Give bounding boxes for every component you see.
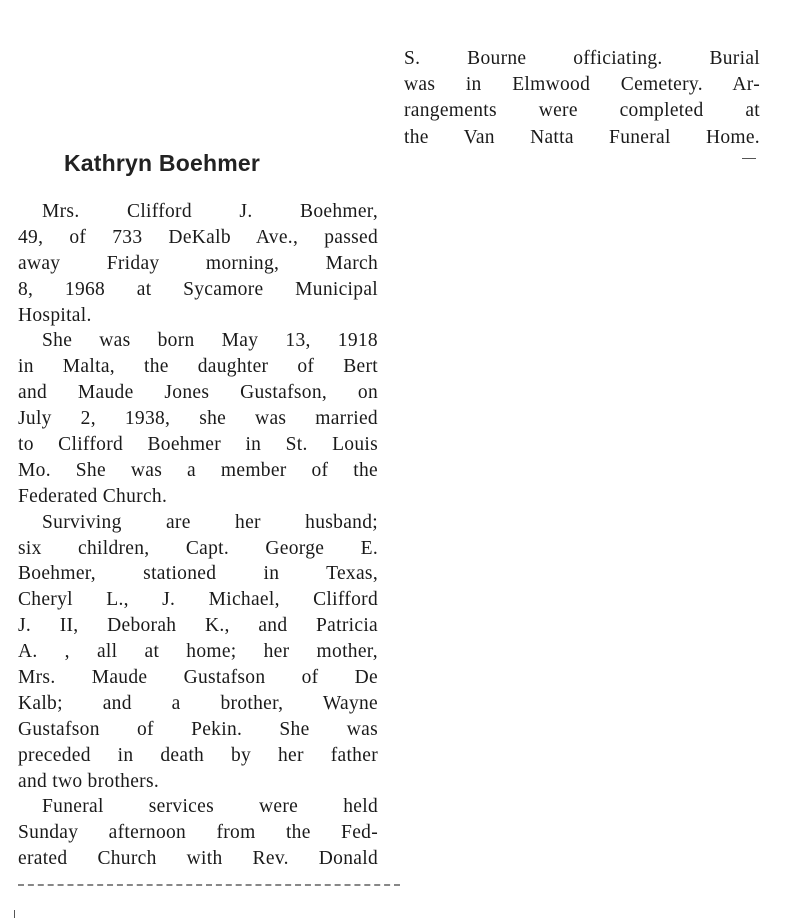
body-line: and two brothers. — [18, 770, 160, 792]
body-line: She was born May 13, 1918 — [42, 330, 378, 352]
body-line: Surviving are her husband; — [42, 511, 378, 533]
body-line: to Clifford Boehmer in St. Louis — [18, 434, 378, 456]
continuation-line: was in Elmwood Cemetery. Ar- — [404, 74, 760, 96]
body-line: Mrs. Maude Gustafson of De — [18, 667, 378, 689]
body-line: Federated Church. — [18, 485, 168, 507]
body-line: Mo. She was a member of the — [18, 459, 378, 481]
body-line: six children, Capt. George E. — [18, 537, 378, 559]
body-line: July 2, 1938, she was married — [18, 408, 378, 430]
clipping-bottom-rule — [18, 884, 400, 886]
body-line: and Maude Jones Gustafson, on — [18, 382, 378, 404]
body-line: 49, of 733 DeKalb Ave., passed — [18, 226, 378, 248]
body-line: Mrs. Clifford J. Boehmer, — [42, 201, 378, 222]
body-line: away Friday morning, March — [18, 252, 378, 274]
body-line: 8, 1968 at Sycamore Municipal — [18, 278, 378, 300]
body-line: erated Church with Rev. Donald — [18, 848, 378, 870]
continuation-column — [404, 46, 760, 151]
continuation-line: the Van Natta Funeral Home. — [404, 126, 760, 148]
body-line: J. II, Deborah K., and Patricia — [18, 615, 378, 637]
continuation-line: S. Bourne officiating. Burial — [404, 48, 760, 69]
column-end-rule — [742, 158, 756, 159]
obituary-headline: Kathryn Boehmer — [64, 150, 260, 176]
body-line: preceded in death by her father — [18, 744, 378, 766]
body-line: Cheryl L., J. Michael, Clifford — [18, 589, 378, 611]
body-line: Boehmer, stationed in Texas, — [18, 563, 378, 585]
body-line: Gustafson of Pekin. She was — [18, 718, 378, 740]
body-line: A. , all at home; her mother, — [18, 641, 378, 663]
scan-mark — [14, 910, 15, 918]
body-line: Hospital. — [18, 304, 92, 326]
obituary-body — [18, 199, 378, 872]
body-line: Kalb; and a brother, Wayne — [18, 692, 378, 714]
body-line: Funeral services were held — [42, 796, 378, 818]
body-line: in Malta, the daughter of Bert — [18, 356, 378, 378]
continuation-line: rangements were completed at — [404, 100, 760, 122]
body-line: Sunday afternoon from the Fed- — [18, 822, 378, 844]
